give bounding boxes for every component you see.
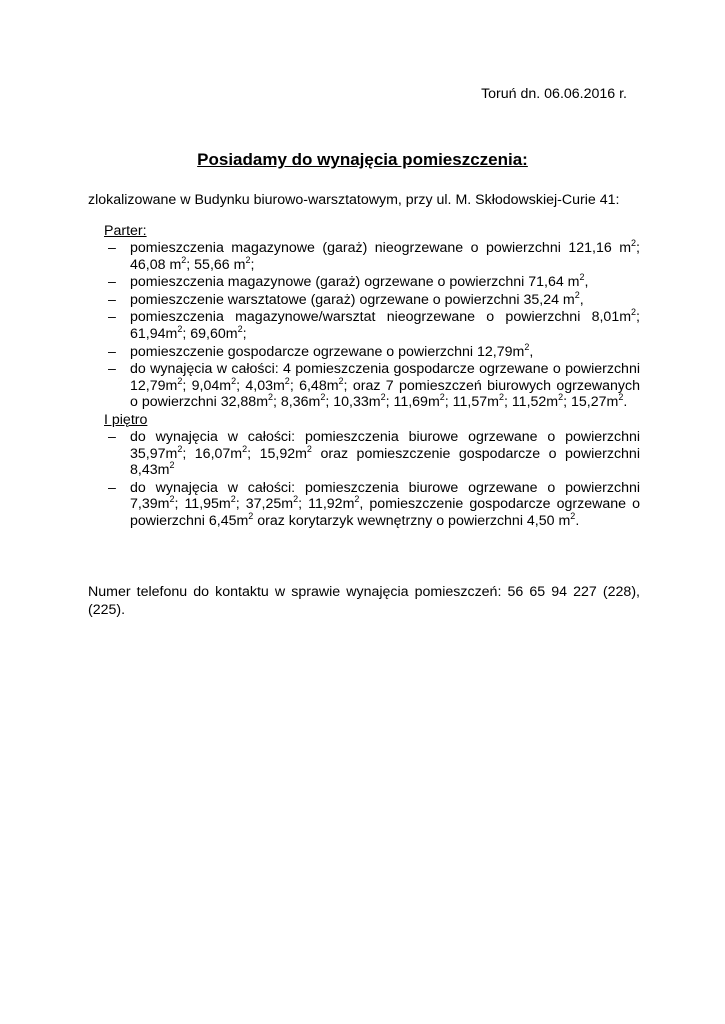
list-dash: –: [108, 240, 116, 256]
contact-text: Numer telefonu do kontaktu w sprawie wynajęcia pomieszczeń: 56 65 94 227 (228), (225).: [88, 584, 640, 618]
list-dash: –: [108, 343, 116, 360]
list-item: – pomieszczenie gospodarcze ogrzewane o powierzchni $12,79m^2$,: [108, 341, 534, 360]
list-item: – do wynajęcia w całości: pomieszczenia biurowe ogrzewane o powierzchni $7,39m^2$; $11,95m^2$; $37,25m^2$; $11,92m^2$, pomieszczenie gospodarcze ogrzewane o powierzchni $6,45m^2$ oraz korytarzyk wewnętrzny o powierzchni 4,50 $m^2$.: [108, 479, 640, 529]
list-item: – do wynajęcia w całości: pomieszczenia biurowe ogrzewane o powierzchni $35,97m^2$; $16,07m^2$; $15,92m^2$ oraz pomieszczenie gospodarcze o powierzchni $8,43m^2$: [108, 428, 640, 479]
intro-text: zlokalizowane w Budynku biurowo-warsztatowym, przy ul. M. Skłodowskiej-Curie 41:: [88, 192, 620, 208]
list-dash: –: [108, 291, 116, 308]
document-title: Posiadamy do wynajęcia pomieszczenia:: [197, 150, 528, 169]
pietro-list: [88, 429, 640, 530]
list-dash: –: [108, 428, 116, 445]
list-dash: –: [108, 361, 116, 378]
document-date: Toruń dn. 06.06.2016 r.: [481, 86, 627, 102]
list-item: – pomieszczenia magazynowe (garaż) nieogrzewane o powierzchni 121,16 $m^2$; 46,08 $m^2$; 55,66 $m^2$;: [108, 238, 640, 273]
list-item: – pomieszczenie warsztatowe (garaż) ogrzewane o powierzchni 35,24 $m^2$,: [108, 289, 584, 308]
list-dash: –: [108, 274, 116, 291]
list-item: – pomieszczenia magazynowe/warsztat nieogrzewane o powierzchni $8,01m^2$; $61,94m^2$; $69,60m^2$;: [108, 307, 640, 342]
list-item: – pomieszczenia magazynowe (garaż) ogrzewane o powierzchni 71,64 $m^2$,: [108, 272, 589, 291]
list-dash: –: [108, 479, 116, 496]
list-item: – do wynajęcia w całości: 4 pomieszczenia gospodarcze ogrzewane o powierzchni $12,79m^2$; $9,04m^2$; $4,03m^2$; $6,48m^2$; oraz 7 pomieszczeń biurowych ogrzewanych o powierzchni $32,88m^2$; $8,36m^2$; $10,33m^2$; $11,69m^2$; $11,57m^2$; $11,52m^2$; $15,27m^2$.: [108, 361, 640, 411]
section-heading-parter: Parter:: [104, 223, 147, 239]
parter-list: [88, 240, 640, 411]
list-dash: –: [108, 309, 116, 326]
section-heading-pietro: I piętro: [104, 411, 148, 428]
section-parter: [88, 223, 640, 531]
